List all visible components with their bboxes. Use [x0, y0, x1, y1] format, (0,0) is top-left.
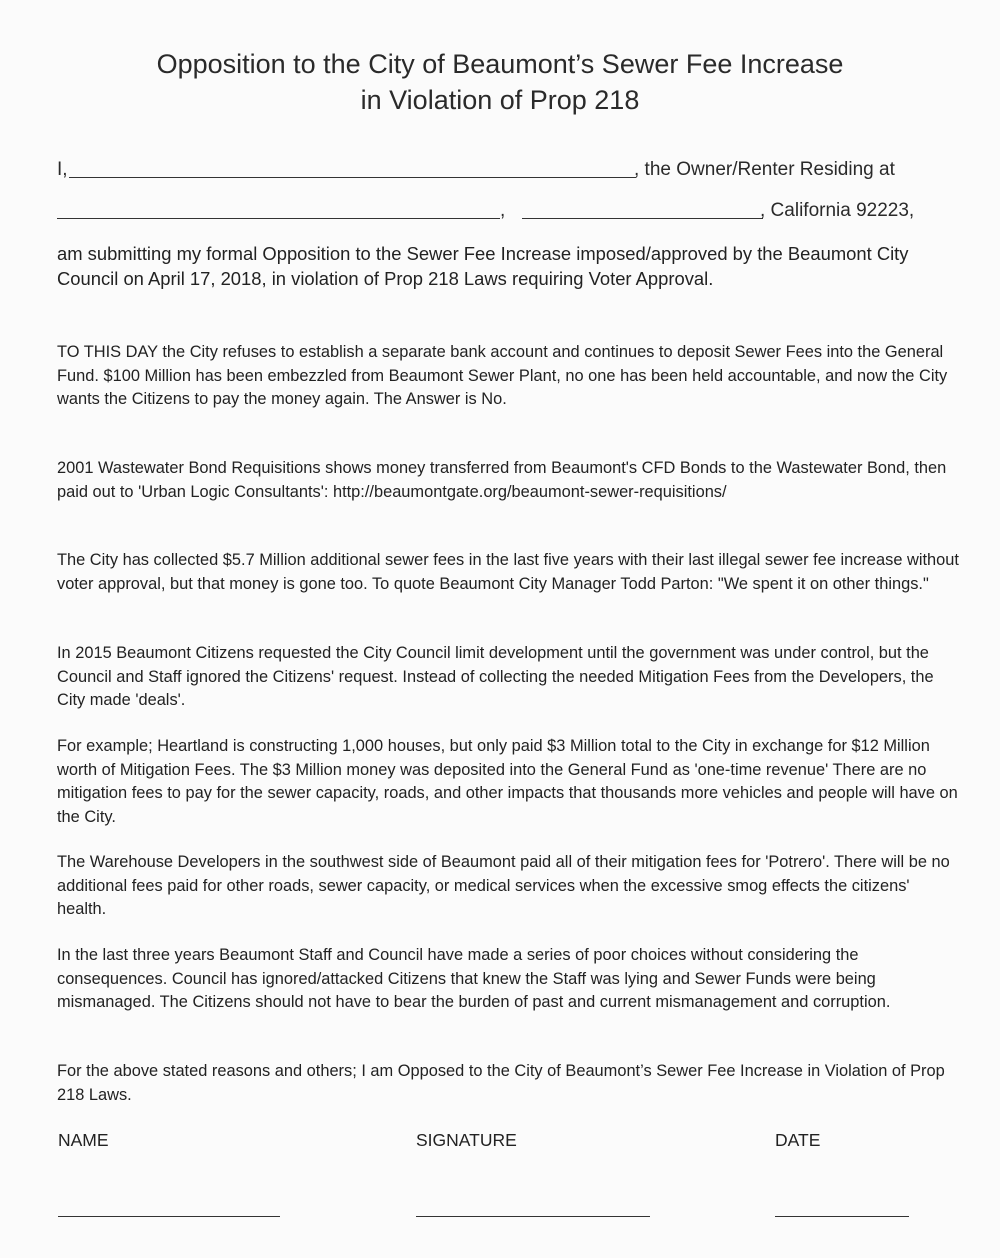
state-zip-text: , California 92223,	[760, 200, 915, 221]
signature-field[interactable]	[416, 1216, 650, 1217]
street-address-blank-field[interactable]	[57, 218, 500, 219]
paragraph-general-fund: TO THIS DAY the City refuses to establish a separate bank account and continues to deposit Sewer Fees into the General Fund. $100 Million has been embezzled from Beaumont Sewer Plant, no one has been held accountable, and now the City wants the Citizens to pay the money again. The Answer is No.	[57, 343, 948, 408]
paragraph-bond-requisitions: 2001 Wastewater Bond Requisitions shows money transferred from Beaumont's CFD Bonds to the Wastewater Bond, then paid out to 'Urban Logic Consultants': http://beaumontgate.org/beaumont-sewer-requisitions/	[57, 459, 947, 501]
address-comma: ,	[500, 200, 506, 221]
name-signature-field[interactable]	[58, 1216, 280, 1217]
paragraph-heartland-example: For example; Heartland is constructing 1,000 houses, but only paid $3 Million total to the City in exchange for $12 Million worth of Mitigation Fees. The $3 Million money was deposited into the General Fund as 'one-time revenue' There are no mitigation fees to pay for the sewer capacity, roads, and other impacts that thousands more vehicles and people will have on the City.	[57, 737, 958, 826]
date-field[interactable]	[775, 1216, 909, 1217]
signature-label: SIGNATURE	[416, 1130, 517, 1150]
title-line-1: Opposition to the City of Beaumont’s Sewer Fee Increase	[156, 49, 844, 79]
name-prefix: I,	[57, 159, 68, 180]
paragraph-collected-fees: The City has collected $5.7 Million additional sewer fees in the last five years with their last illegal sewer fee increase without voter approval, but that money is gone too. To quote Beaumont City Manager Todd Parton: "We spent it on other things."	[57, 551, 959, 593]
city-blank-field[interactable]	[522, 218, 763, 219]
date-label: DATE	[775, 1130, 821, 1150]
title-line-2: in Violation of Prop 218	[360, 85, 640, 115]
name-label: NAME	[58, 1130, 109, 1150]
paragraph-development: In 2015 Beaumont Citizens requested the City Council limit development until the government was under control, but the Council and Staff ignored the Citizens' request. Instead of collecting the needed Mitigation Fees from the Developers, the City made 'deals'.	[57, 644, 934, 709]
name-blank-field[interactable]	[69, 177, 636, 178]
owner-renter-text: , the Owner/Renter Residing at	[634, 159, 895, 180]
paragraph-poor-choices: In the last three years Beaumont Staff and Council have made a series of poor choices without considering the consequences. Council has ignored/attacked Citizens that knew the Staff was lying and Sewer Funds were being mismanaged. The Citizens should not have to bear the burden of past and current mismanagement and corruption.	[57, 946, 891, 1011]
document-title	[0, 46, 1000, 118]
paragraph-conclusion: For the above stated reasons and others; I am Opposed to the City of Beaumont’s Sewer Fee Increase in Violation of Prop 218 Laws.	[57, 1062, 945, 1104]
paragraph-warehouse-developers: The Warehouse Developers in the southwest side of Beaumont paid all of their mitigation fees for 'Potrero'. There will be no additional fees paid for other roads, sewer capacity, or medical services when the excessive smog effects the citizens' health.	[57, 853, 950, 918]
paragraph-submission: am submitting my formal Opposition to the Sewer Fee Increase imposed/approved by the Beaumont City Council on April 17, 2018, in violation of Prop 218 Laws requiring Voter Approval.	[57, 243, 909, 289]
